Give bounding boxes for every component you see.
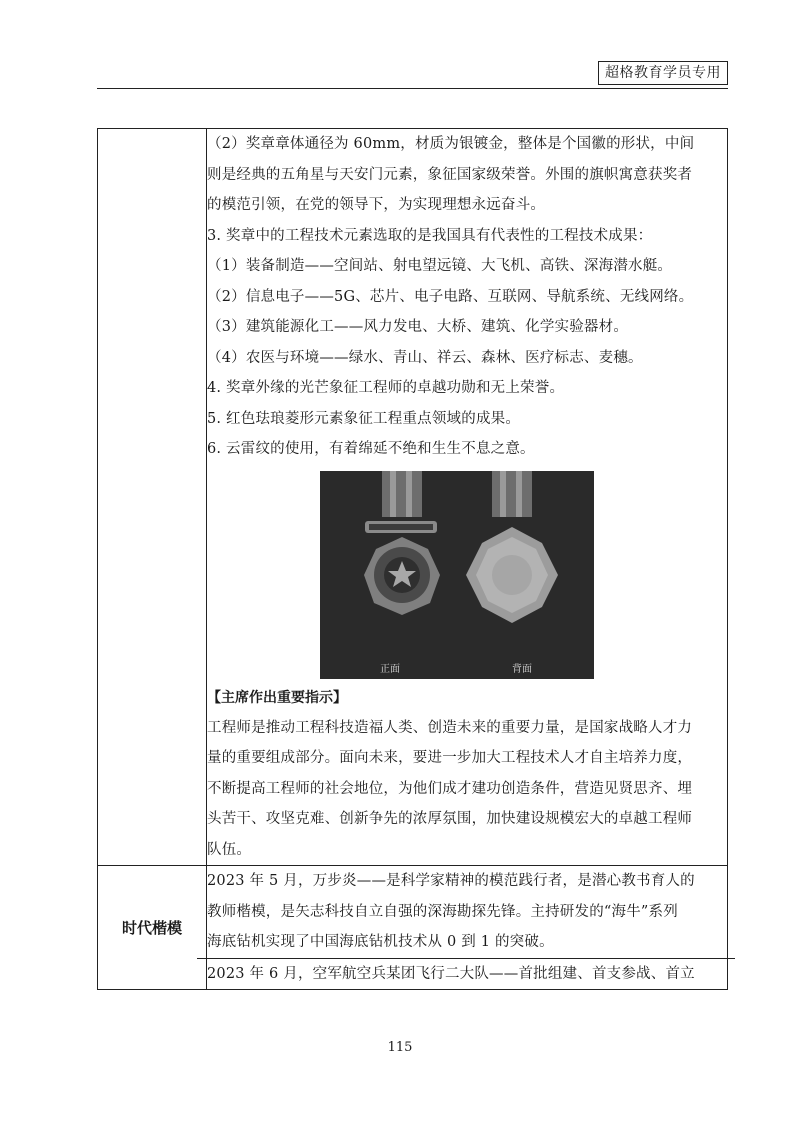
text-line: 6. 云雷纹的使用，有着绵延不绝和生生不息之意。 bbox=[207, 441, 535, 457]
brand-box: 超格教育学员专用 bbox=[598, 61, 728, 85]
text-line: 2023 年 5 月，万步炎——是科学家精神的模范践行者，是潜心教书育人的 bbox=[207, 873, 695, 889]
row-label-empty bbox=[98, 129, 207, 866]
text-line: （4）农医与环境——绿水、青山、祥云、森林、医疗标志、麦穗。 bbox=[207, 349, 643, 366]
text-line: 教师楷模，是矢志科技自立自强的深海勘探先锋。主持研发的“海牛”系列 bbox=[207, 903, 678, 920]
medal-description-cell bbox=[207, 129, 728, 866]
text-line: 4. 奖章外缘的光芒象征工程师的卓越功勋和无上荣誉。 bbox=[207, 380, 565, 396]
table-row bbox=[98, 866, 728, 990]
directive-line: 不断提高工程师的社会地位，为他们成才建功创造条件，营造见贤思齐、埋 bbox=[207, 780, 693, 797]
directive-line: 队伍。 bbox=[207, 841, 252, 858]
row-label-era-model: 时代楷模 bbox=[98, 866, 207, 990]
back-caption: 背面 bbox=[512, 663, 532, 675]
text-line: 2023 年 6 月，空军航空兵某团飞行二大队——首批组建、首支参战、首立 bbox=[197, 958, 735, 990]
medal-illustration bbox=[320, 471, 594, 679]
header-rule bbox=[97, 88, 728, 89]
text-line: （2）信息电子——5G、芯片、电子电路、互联网、导航系统、无线网络。 bbox=[207, 288, 694, 305]
table-row bbox=[98, 129, 728, 866]
page-number: 115 bbox=[387, 1040, 413, 1055]
directive-heading: 【主席作出重要指示】 bbox=[207, 689, 347, 706]
text-line: 5. 红色珐琅菱形元素象征工程重点领域的成果。 bbox=[207, 410, 521, 427]
directive-line: 工程师是推动工程科技造福人类、创造未来的重要力量，是国家战略人才力 bbox=[207, 719, 693, 736]
text-line: （2）奖章章体通径为 60mm，材质为银镀金，整体是个国徽的形状，中间 bbox=[207, 136, 695, 152]
front-caption: 正面 bbox=[380, 663, 400, 675]
directive-line: 头苦干、攻坚克难、创新争先的浓厚氛围，加快建设规模宏大的卓越工程师 bbox=[207, 811, 693, 827]
text-line: 的模范引领，在党的领导下，为实现理想永远奋斗。 bbox=[207, 197, 546, 213]
directive-line: 量的重要组成部分。面向未来，要进一步加大工程技术人才自主培养力度， bbox=[207, 750, 693, 766]
medal-photo bbox=[320, 471, 594, 679]
text-line: 则是经典的五角星与天安门元素，象征国家级荣誉。外围的旗帜寓意获奖者 bbox=[207, 166, 693, 183]
era-model-cell bbox=[207, 866, 728, 990]
text-line: （1）装备制造——空间站、射电望远镜、大飞机、高铁、深海潜水艇。 bbox=[207, 258, 673, 274]
text-line: 3. 奖章中的工程技术元素选取的是我国具有代表性的工程技术成果： bbox=[207, 227, 653, 244]
content-table bbox=[97, 128, 728, 990]
text-line: （3）建筑能源化工——风力发电、大桥、建筑、化学实验器材。 bbox=[207, 319, 629, 335]
text-line: 海底钻机实现了中国海底钻机技术从 0 到 1 的突破。 bbox=[207, 934, 554, 950]
